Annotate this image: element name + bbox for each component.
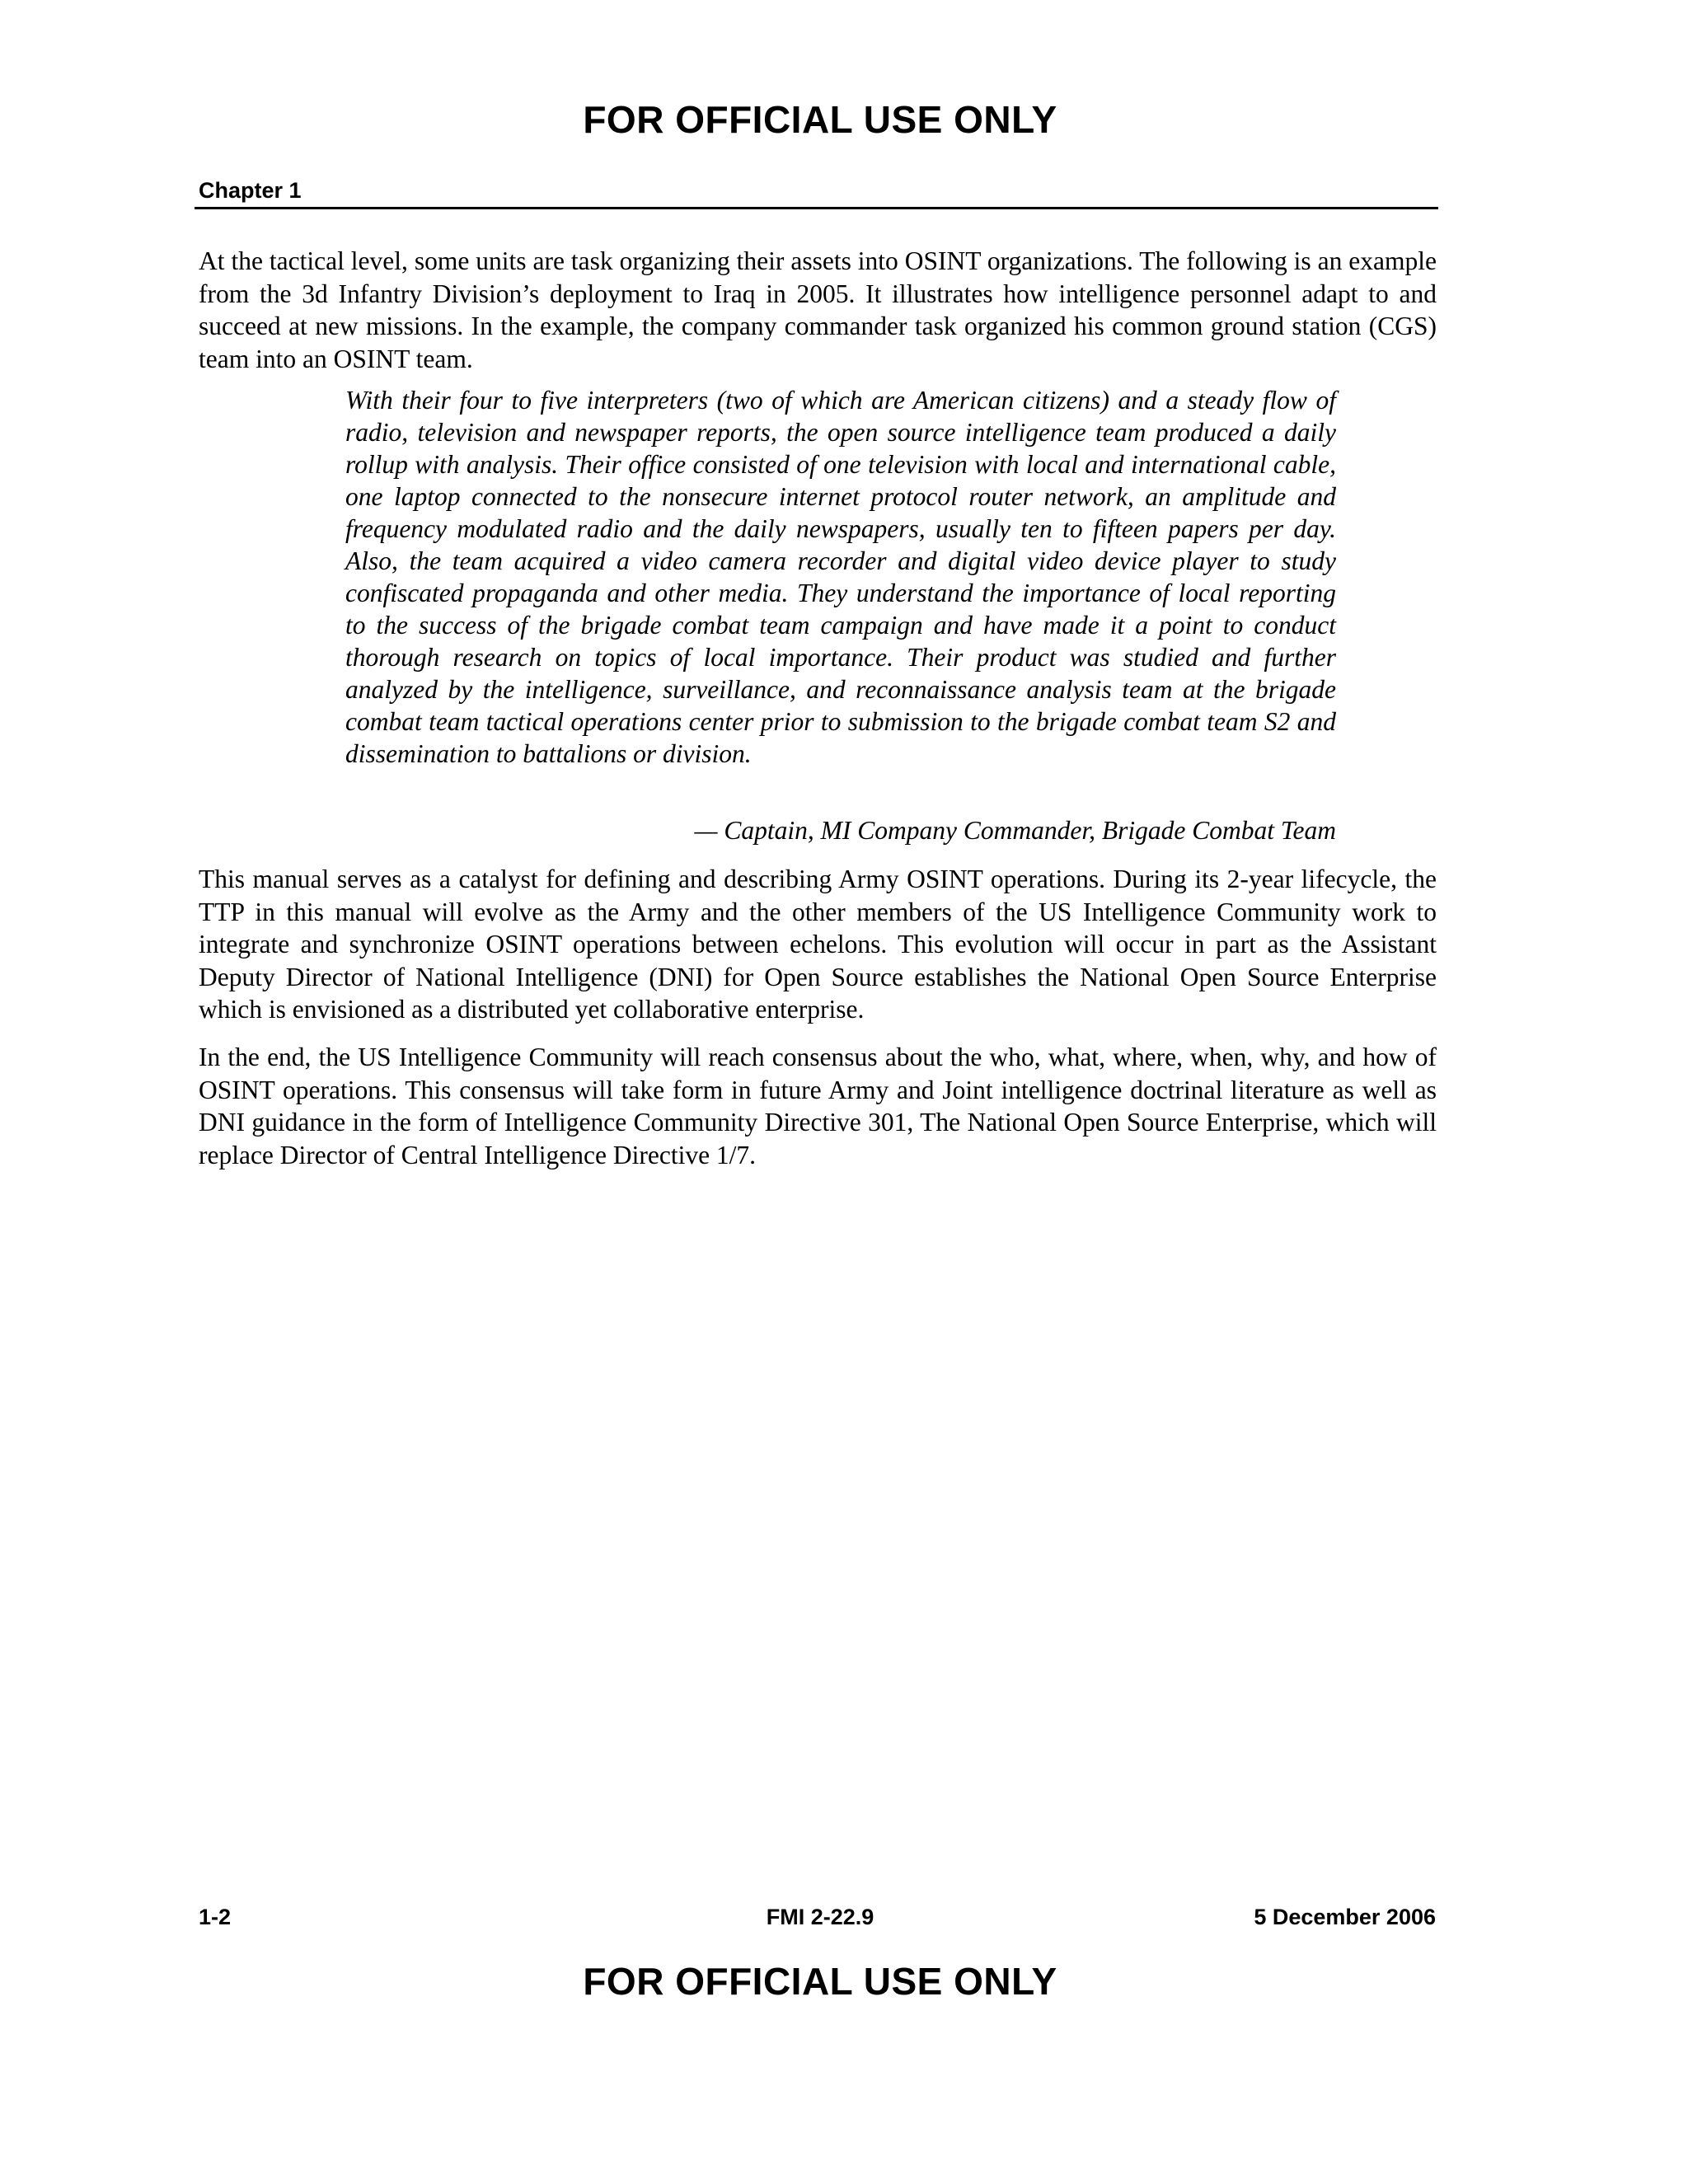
classification-banner-bottom: FOR OFFICIAL USE ONLY — [583, 1960, 1057, 2003]
body-paragraph-manual-catalyst: This manual serves as a catalyst for defining and describing Army OSINT operations. During its 2-year lifecycle, the TTP in this manual will evolve as the Army and the other members of the US Intelligence Community work to integrate and synchronize OSINT operations between echelons. This evolution will occur in part as the Assistant Deputy Director of National Intelligence (DNI) for Open Source establishes the National Open Source Enterprise which is envisioned as a distributed yet collaborative enterprise. — [199, 865, 1437, 1024]
footer-document-id: FMI 2-22.9 — [766, 1905, 874, 1929]
classification-banner-top: FOR OFFICIAL USE ONLY — [583, 98, 1057, 141]
body-paragraph-tactical-level: At the tactical level, some units are task organizing their assets into OSINT organizations. The following is an example from the 3d Infantry Division’s deployment to Iraq in 2005. It illustrates how intelligence personnel adapt to and succeed at new missions. In the example, the company commander task organized his common ground station (CGS) team into an OSINT team. — [199, 246, 1437, 373]
chapter-divider — [195, 207, 1438, 209]
footer-page-number: 1-2 — [199, 1905, 232, 1929]
quote-attribution: — Captain, MI Company Commander, Brigade Combat Team — [694, 816, 1336, 845]
body-paragraph-consensus: In the end, the US Intelligence Community will reach consensus about the who, what, where, when, why, and how of OSINT operations. This consensus will take form in future Army and Joint intelligence doctrinal literature as well as DNI guidance in the form of Intelligence Community Directive 301, The National Open Source Enterprise, which will replace Director of Central Intelligence Directive 1/7. — [199, 1043, 1437, 1169]
block-quote: With their four to five interpreters (two of which are American citizens) and a steady flow of radio, television and newspaper reports, the open source intelligence team produced a daily rollup with analysis. Their office consisted of one television with local and international cable, one laptop connected to the nonsecure internet protocol router network, an amplitude and frequency modulated radio and the daily newspapers, usually ten to fifteen papers per day. Also, the team acquired a video camera recorder and digital video device player to study confiscated propaganda and other media. They understand the importance of local reporting to the success of the brigade combat team campaign and have made it a point to conduct thorough research on topics of local importance. Their product was studied and further analyzed by the intelligence, surveillance, and reconnaissance analysis team at the brigade combat team tactical operations center prior to submission to the brigade combat team S2 and dissemination to battalions or division. — [345, 386, 1336, 768]
footer-date: 5 December 2006 — [1254, 1905, 1436, 1929]
chapter-label: Chapter 1 — [199, 178, 302, 203]
